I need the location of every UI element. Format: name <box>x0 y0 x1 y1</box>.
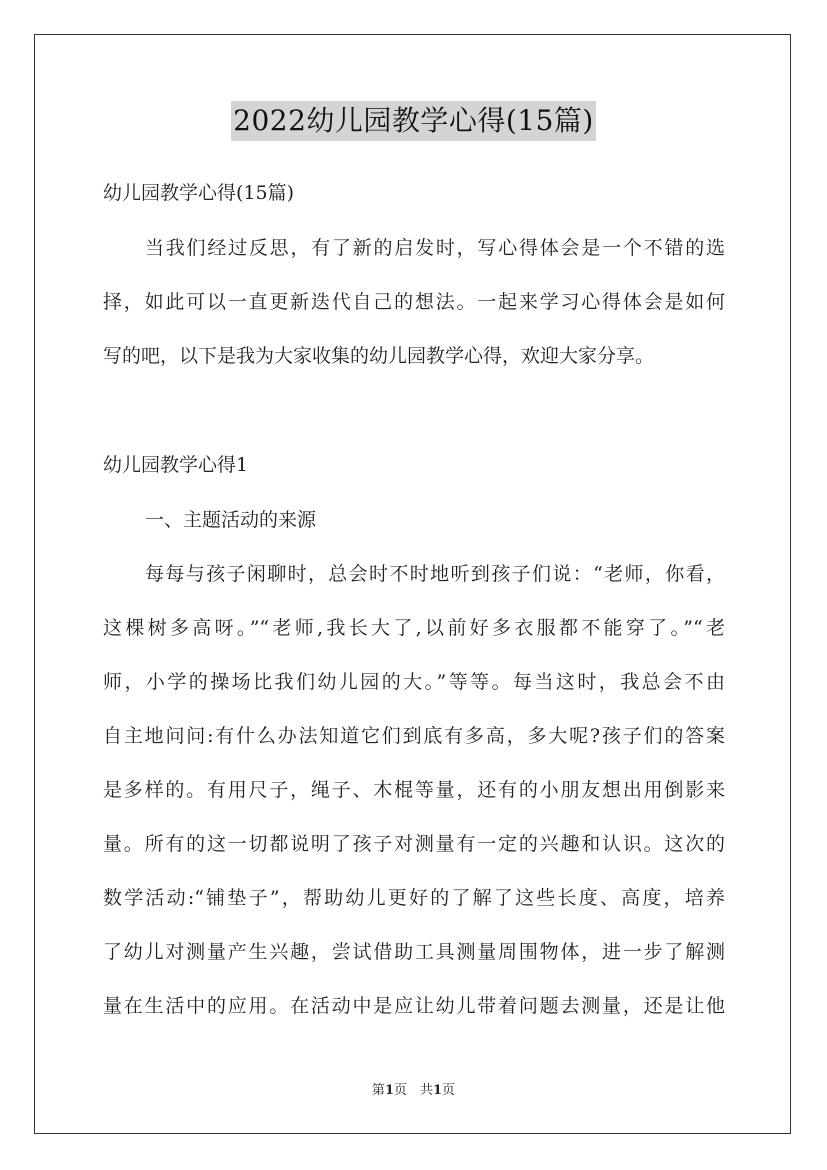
body-line[interactable]: 这棵树多高呀。”“老师,我长大了,以前好多衣服都不能穿了。”“老 <box>103 617 725 639</box>
body-line[interactable]: 自主地问问:有什么办法知道它们到底有多高，多大呢?孩子们的答案 <box>103 725 725 747</box>
body-line[interactable]: 量在生活中的应用。在活动中是应让幼儿带着问题去测量，还是让他 <box>103 995 725 1017</box>
subsection-heading[interactable]: 一、主题活动的来源 <box>145 509 317 531</box>
body-line[interactable]: 了幼儿对测量产生兴趣，尝试借助工具测量周围物体，进一步了解测 <box>103 941 725 963</box>
footer-prefix: 第 <box>371 1083 385 1098</box>
document-subtitle[interactable]: 幼儿园教学心得(15篇) <box>103 182 295 204</box>
intro-line[interactable]: 当我们经过反思，有了新的启发时，写心得体会是一个不错的选 <box>145 237 725 259</box>
body-line[interactable]: 数学活动:“铺垫子”，帮助幼儿更好的了解了这些长度、高度，培养 <box>103 887 725 909</box>
footer-mid: 页 共 <box>393 1083 433 1098</box>
document-title[interactable]: 2022幼儿园教学心得(15篇) <box>231 101 596 141</box>
body-line[interactable]: 是多样的。有用尺子，绳子、木棍等量，还有的小朋友想出用倒影来 <box>103 779 725 801</box>
body-line[interactable]: 量。所有的这一切都说明了孩子对测量有一定的兴趣和认识。这次的 <box>103 833 725 855</box>
intro-line[interactable]: 择，如此可以一直更新迭代自己的想法。一起来学习心得体会是如何 <box>103 291 725 313</box>
intro-line[interactable]: 写的吧，以下是我为大家收集的幼儿园教学心得，欢迎大家分享。 <box>103 345 655 367</box>
footer-page-total: 1 <box>433 1083 443 1098</box>
footer-suffix: 页 <box>442 1083 456 1098</box>
title-container <box>0 101 827 141</box>
body-line[interactable]: 师，小学的操场比我们幼儿园的大。”等等。每当这时，我总会不由 <box>103 671 725 693</box>
footer-page-current: 1 <box>384 1083 394 1098</box>
body-line[interactable]: 每每与孩子闲聊时，总会时不时地听到孩子们说：“老师，你看， <box>145 563 725 585</box>
section-heading[interactable]: 幼儿园教学心得1 <box>103 454 249 476</box>
page-footer <box>0 1082 827 1100</box>
